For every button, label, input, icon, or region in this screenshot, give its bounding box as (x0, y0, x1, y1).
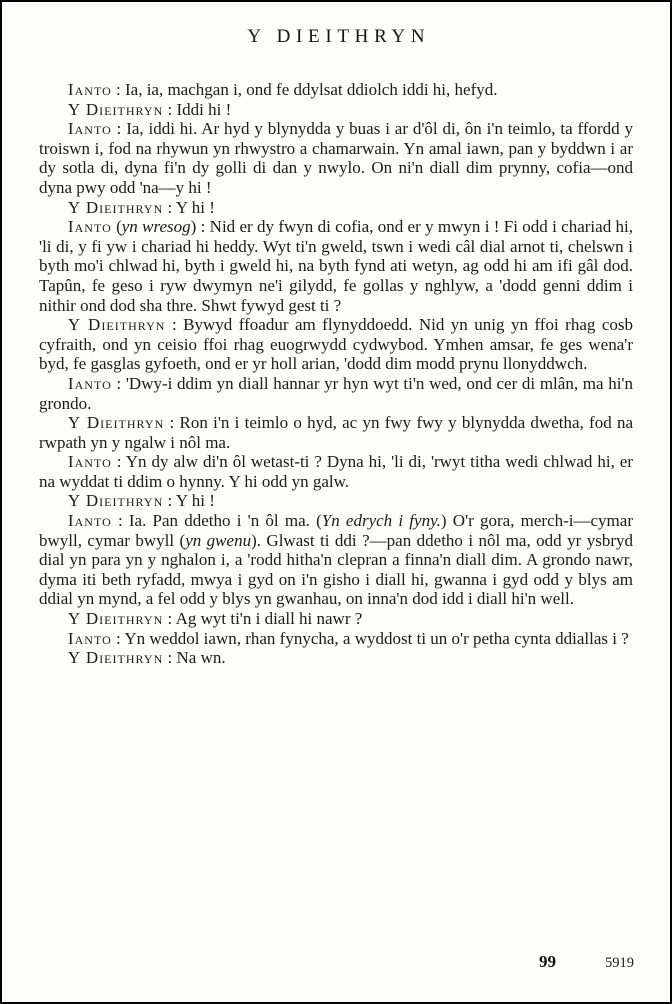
print-code: 5919 (605, 955, 634, 971)
dialogue-paragraph (39, 374, 633, 413)
dialogue-text: ) O'r gora, merch-i—cymar bwyll, cymar bwyll ( (39, 511, 633, 550)
speaker-name: Ianto (67, 80, 112, 99)
dialogue-text: ). Glwast ti ddi ?—pan ddetho i nôl ma, odd yr ysbryd dial yn para yn y nghalon i, a 'rodd hitha'n clepran a finna'n diall dim. A grondo nawr, dyma iti beth ryfadd, mwya i gyd on i'n gisho i diall hi, gwanna i gyd odd y blys am ddial yn mynd, a fel odd y blys yn gwanhau, on inna'n dod idd i diall hi'n well. (39, 530, 633, 609)
dialogue-text: : Yn weddol iawn, rhan fynycha, a wyddost ti un o'r petha cynta ddiallas i ? (111, 628, 629, 648)
dialogue-text: : Na wn. (163, 648, 226, 668)
speaker-name: Ianto (67, 511, 112, 531)
speaker-name: Ianto (67, 373, 112, 393)
dialogue-text: : Ia, iddi hi. Ar hyd y blynydda y buas i ar d'ôl di, ôn i'n teimlo, ta ffordd y troiswn i, fod na rhywun yn rhwystro a chamarwain. Yn amal iawn, pan y byddwn i ar dy sotla di, dyna fi'n dy golli di dan y nwylo. On ni'n diall dim prynny, cofia—ond dyna pwy odd 'na—y hi ! (39, 119, 633, 197)
dialogue-paragraph (39, 100, 633, 120)
dialogue-text: : Ia. Pan ddetho i 'n ôl ma. ( (111, 511, 322, 531)
speaker-name: Y Dieithryn (67, 413, 165, 433)
dialogue-paragraph (39, 217, 633, 315)
speaker-name: Y Dieithryn (67, 609, 164, 629)
dialogue-text: : Ron i'n i teimlo o hyd, ac yn fwy fwy y blynydda dwetha, fod na rwpath yn y ngalw i nôl ma. (39, 413, 634, 452)
dialogue-paragraph (39, 511, 633, 609)
dialogue-paragraph (39, 119, 633, 197)
dialogue-paragraph (39, 648, 633, 668)
dialogue-paragraph (39, 315, 633, 374)
dialogue-paragraph (39, 452, 633, 491)
page-title: Y DIEITHRYN (247, 26, 431, 47)
dialogue-paragraph (39, 80, 633, 100)
dialogue-text: ( (111, 217, 122, 237)
speaker-name: Ianto (67, 452, 112, 472)
dialogue-paragraph (39, 609, 633, 629)
dialogue-text: : Ag wyt ti'n i diall hi nawr ? (163, 609, 363, 629)
dialogue-paragraph (39, 629, 633, 649)
dialogue-paragraph (39, 198, 633, 218)
dialogue (39, 80, 633, 668)
stage-direction: yn gwenu (185, 530, 252, 550)
dialogue-text: : Y hi ! (163, 491, 215, 511)
dialogue-text: : Ia, ia, machgan i, ond fe ddylsat ddiolch iddi hi, hefyd. (111, 80, 498, 99)
dialogue-text: : Y hi ! (163, 197, 215, 217)
speaker-name: Y Dieithryn (67, 648, 164, 668)
speaker-name: Y Dieithryn (67, 99, 164, 119)
page-number: 99 (539, 952, 556, 971)
speaker-name: Y Dieithryn (67, 491, 164, 511)
dialogue-text: : Bywyd ffoadur am flynyddoedd. Nid yn unig yn ffoi rhag cosb cyfraith, ond yn ceisio ffoi rhag euogrwydd cydwybod. Ymhen amsar, fe ges wena'r byd, fe gasglas gyfoeth, ond er yr holl arian, 'dodd dim modd prynu llonyddwch. (39, 315, 633, 374)
stage-direction: Yn edrych i fyny. (321, 511, 441, 531)
speaker-name: Ianto (67, 628, 112, 648)
dialogue-text: : 'Dwy-i ddim yn diall hannar yr hyn wyt ti'n wed, ond cer di mlân, ma hi'n grondo. (39, 373, 633, 413)
speaker-name: Y Dieithryn (67, 315, 166, 335)
dialogue-text: : Yn dy alw di'n ôl wetast-ti ? Dyna hi, 'li di, 'rwyt titha wedi chlwad hi, er na wyddat ti ddim o hynny. Y hi odd yn galw. (39, 452, 633, 491)
speaker-name: Ianto (67, 119, 112, 139)
dialogue-text: ) : Nid er dy fwyn di cofia, ond er y mwyn i ! Fi odd i chariad hi, 'li di, y fi yw i chariad hi heddy. Wyt ti'n gweld, tswn i wedi câl dial arnot ti, chelswn i byth mo'i chlwad hi, byth i gweld hi, na byth fynd ati wetyn, ag odd hi am ifi gâl dod. Tapûn, fe geso i ryw dwymyn ne'i gilydd, fe gollas y nghlyw, a 'dodd genni ddim i nithir ond dod sha thre. Shwt fywyd gest ti ? (39, 217, 633, 315)
speaker-name: Y Dieithryn (67, 197, 164, 217)
dialogue-paragraph (39, 413, 633, 452)
stage-direction: yn wresog (121, 217, 191, 237)
speaker-name: Ianto (67, 217, 112, 237)
dialogue-text: : Iddi hi ! (163, 99, 232, 119)
dialogue-paragraph (39, 491, 633, 511)
